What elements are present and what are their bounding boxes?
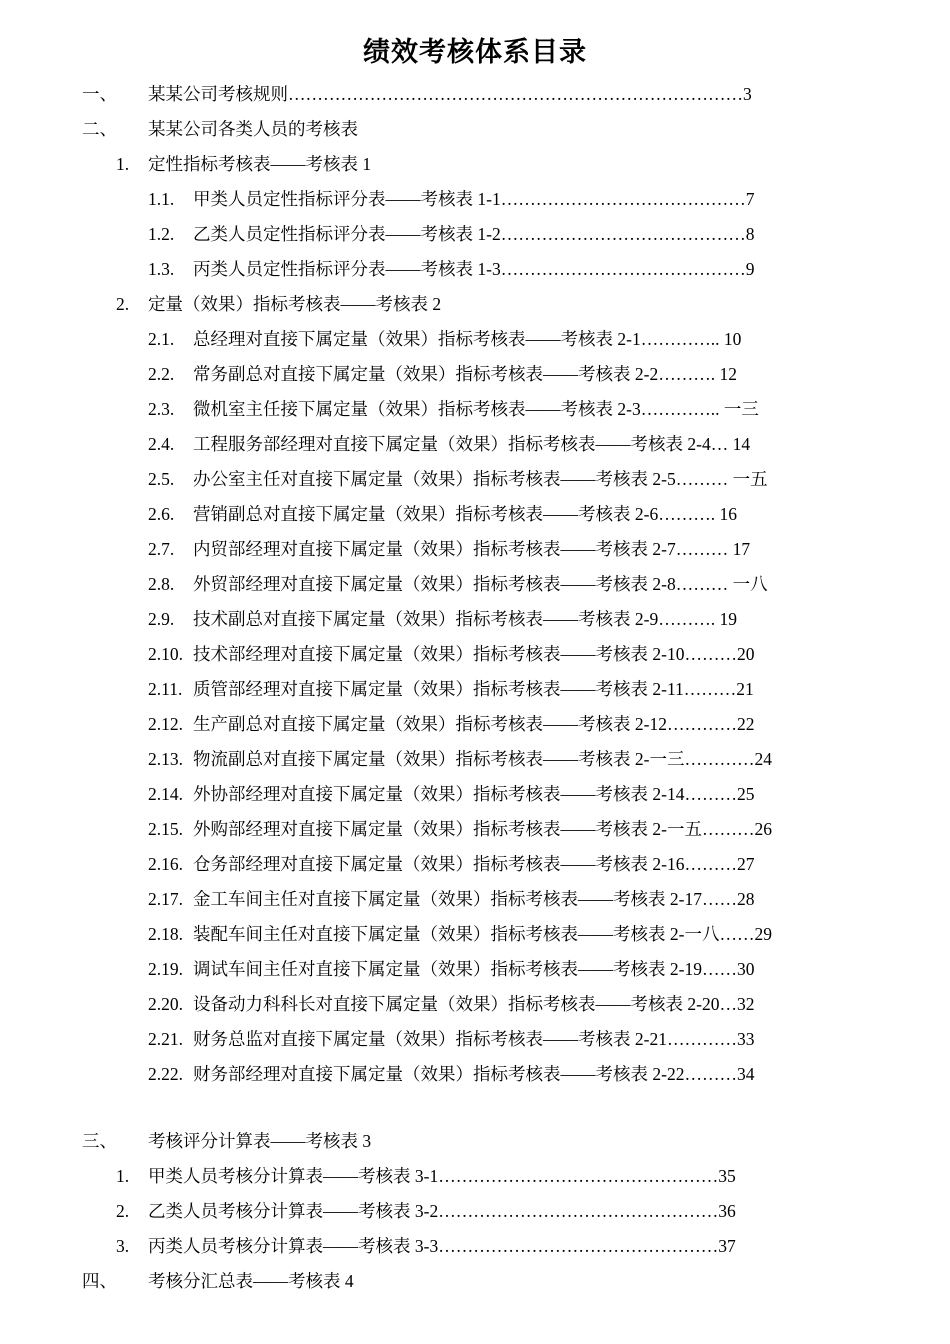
toc-text: 考核评分计算表——考核表 3 <box>148 1131 372 1151</box>
toc-number: 2.18. <box>148 924 183 944</box>
toc-text: 调试车间主任对直接下属定量（效果）指标考核表——考核表 2-19……30 <box>193 959 755 979</box>
toc-number: 2.17. <box>148 889 183 909</box>
toc-number: 2.10. <box>148 644 183 664</box>
toc-number: 二、 <box>82 119 117 139</box>
toc-number: 2.22. <box>148 1064 183 1084</box>
toc-text: 设备动力科科长对直接下属定量（效果）指标考核表——考核表 2-20…32 <box>193 994 755 1014</box>
toc-number: 2.19. <box>148 959 183 979</box>
toc-number: 1. <box>116 1166 130 1186</box>
toc-entry-2-2[interactable] <box>116 292 816 316</box>
toc-entry-2-20-item[interactable] <box>148 992 838 1016</box>
toc-number: 2.5. <box>148 469 175 489</box>
toc-number: 2.3. <box>148 399 175 419</box>
toc-number: 2. <box>116 294 130 314</box>
toc-text: 乙类人员考核分计算表——考核表 3-2…………………………………………36 <box>148 1201 736 1221</box>
toc-text: 内贸部经理对直接下属定量（效果）指标考核表——考核表 2-7……… 17 <box>193 539 751 559</box>
toc-text: 某某公司各类人员的考核表 <box>148 119 358 139</box>
toc-text: 财务部经理对直接下属定量（效果）指标考核表——考核表 2-22………34 <box>193 1064 755 1084</box>
toc-entry-3-3[interactable] <box>116 1234 826 1258</box>
toc-number: 1.3. <box>148 259 175 279</box>
toc-entry-section-3[interactable] <box>82 1129 822 1153</box>
toc-number: 2.8. <box>148 574 175 594</box>
toc-text: 办公室主任对直接下属定量（效果）指标考核表——考核表 2-5……… 一五 <box>193 469 768 489</box>
toc-entry-1-2[interactable] <box>148 222 828 246</box>
toc-entry-2-8-item[interactable] <box>148 572 838 596</box>
toc-entry-2-10-item[interactable] <box>148 642 838 666</box>
toc-number: 四、 <box>82 1271 117 1291</box>
toc-text: 营销副总对直接下属定量（效果）指标考核表——考核表 2-6………. 16 <box>193 504 737 524</box>
toc-text: 技术副总对直接下属定量（效果）指标考核表——考核表 2-9………. 19 <box>193 609 737 629</box>
toc-text: 定量（效果）指标考核表——考核表 2 <box>148 294 442 314</box>
toc-entry-2-3-item[interactable] <box>148 397 838 421</box>
toc-text: 乙类人员定性指标评分表——考核表 1-2……………………………………8 <box>193 224 755 244</box>
toc-text: 考核分汇总表——考核表 4 <box>148 1271 354 1291</box>
toc-entry-3-1[interactable] <box>116 1164 826 1188</box>
toc-entry-section-2[interactable] <box>82 117 822 141</box>
toc-text: 工程服务部经理对直接下属定量（效果）指标考核表——考核表 2-4… 14 <box>193 434 751 454</box>
toc-number: 2.16. <box>148 854 183 874</box>
toc-number: 三、 <box>82 1131 117 1151</box>
toc-text: 甲类人员考核分计算表——考核表 3-1…………………………………………35 <box>148 1166 736 1186</box>
toc-number: 2.20. <box>148 994 183 1014</box>
toc-number: 2.11. <box>148 679 183 699</box>
toc-text: 常务副总对直接下属定量（效果）指标考核表——考核表 2-2………. 12 <box>193 364 737 384</box>
toc-text: 定性指标考核表——考核表 1 <box>148 154 372 174</box>
toc-text: 丙类人员定性指标评分表——考核表 1-3……………………………………9 <box>193 259 755 279</box>
toc-entry-2-18-item[interactable] <box>148 922 838 946</box>
toc-number: 1.2. <box>148 224 175 244</box>
toc-entry-2-12-item[interactable] <box>148 712 838 736</box>
page-title: 绩效考核体系目录 <box>363 37 587 68</box>
toc-entry-2-9-item[interactable] <box>148 607 838 631</box>
toc-entry-2-2-item[interactable] <box>148 362 838 386</box>
toc-entry-2-17-item[interactable] <box>148 887 838 911</box>
toc-number: 3. <box>116 1236 130 1256</box>
toc-entry-section-1[interactable] <box>82 82 822 106</box>
toc-text: 外贸部经理对直接下属定量（效果）指标考核表——考核表 2-8……… 一八 <box>193 574 768 594</box>
toc-number: 2.15. <box>148 819 183 839</box>
toc-text: 微机室主任接下属定量（效果）指标考核表——考核表 2-3………….. 一三 <box>193 399 759 419</box>
toc-entry-2-1[interactable] <box>116 152 816 176</box>
toc-text: 甲类人员定性指标评分表——考核表 1-1……………………………………7 <box>193 189 755 209</box>
toc-text: 物流副总对直接下属定量（效果）指标考核表——考核表 2-一三…………24 <box>193 749 772 769</box>
toc-entry-2-22-item[interactable] <box>148 1062 838 1086</box>
toc-entry-2-21-item[interactable] <box>148 1027 838 1051</box>
toc-entry-2-15-item[interactable] <box>148 817 838 841</box>
toc-number: 2.9. <box>148 609 175 629</box>
toc-entry-2-13-item[interactable] <box>148 747 838 771</box>
toc-text: 外协部经理对直接下属定量（效果）指标考核表——考核表 2-14………25 <box>193 784 755 804</box>
toc-text: 装配车间主任对直接下属定量（效果）指标考核表——考核表 2-一八……29 <box>193 924 772 944</box>
toc-number: 2.6. <box>148 504 175 524</box>
toc-entry-2-14-item[interactable] <box>148 782 838 806</box>
toc-entry-2-1-item[interactable] <box>148 327 838 351</box>
toc-text: 财务总监对直接下属定量（效果）指标考核表——考核表 2-21…………33 <box>193 1029 755 1049</box>
toc-text: 总经理对直接下属定量（效果）指标考核表——考核表 2-1………….. 10 <box>193 329 742 349</box>
toc-number: 1. <box>116 154 130 174</box>
toc-number: 2. <box>116 1201 130 1221</box>
toc-entry-2-7-item[interactable] <box>148 537 838 561</box>
toc-entry-1-1[interactable] <box>148 187 828 211</box>
toc-number: 1.1. <box>148 189 175 209</box>
toc-entry-2-6-item[interactable] <box>148 502 838 526</box>
toc-text: 质管部经理对直接下属定量（效果）指标考核表——考核表 2-11………21 <box>193 679 754 699</box>
toc-entry-2-5-item[interactable] <box>148 467 838 491</box>
toc-entry-2-11-item[interactable] <box>148 677 838 701</box>
toc-entry-2-16-item[interactable] <box>148 852 838 876</box>
toc-entry-2-4-item[interactable] <box>148 432 838 456</box>
toc-text: 金工车间主任对直接下属定量（效果）指标考核表——考核表 2-17……28 <box>193 889 755 909</box>
toc-number: 2.14. <box>148 784 183 804</box>
toc-text: 仓务部经理对直接下属定量（效果）指标考核表——考核表 2-16………27 <box>193 854 755 874</box>
toc-entry-3-2[interactable] <box>116 1199 826 1223</box>
toc-text: 丙类人员考核分计算表——考核表 3-3…………………………………………37 <box>148 1236 736 1256</box>
toc-number: 一、 <box>82 84 117 104</box>
toc-number: 2.21. <box>148 1029 183 1049</box>
toc-entry-section-4[interactable] <box>82 1269 822 1293</box>
toc-number: 2.1. <box>148 329 175 349</box>
toc-entry-2-19-item[interactable] <box>148 957 838 981</box>
toc-text: 技术部经理对直接下属定量（效果）指标考核表——考核表 2-10………20 <box>193 644 755 664</box>
toc-entry-1-3[interactable] <box>148 257 828 281</box>
toc-number: 2.13. <box>148 749 183 769</box>
toc-text: 生产副总对直接下属定量（效果）指标考核表——考核表 2-12…………22 <box>193 714 755 734</box>
toc-text: 外购部经理对直接下属定量（效果）指标考核表——考核表 2-一五………26 <box>193 819 772 839</box>
toc-text: 某某公司考核规则……………………………………………………………………3 <box>148 84 752 104</box>
toc-number: 2.12. <box>148 714 183 734</box>
toc-number: 2.4. <box>148 434 175 454</box>
toc-number: 2.2. <box>148 364 175 384</box>
toc-number: 2.7. <box>148 539 175 559</box>
